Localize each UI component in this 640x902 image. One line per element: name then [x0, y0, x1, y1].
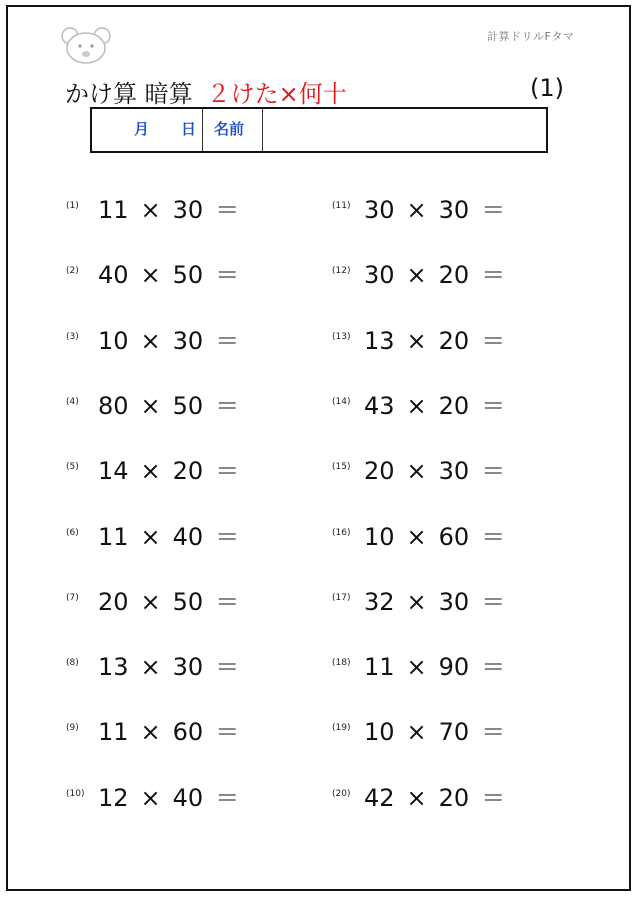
equals-sign: ＝ [481, 261, 506, 290]
equals-sign: ＝ [481, 196, 506, 224]
operand-b: 30 [438, 587, 470, 616]
equals-sign: ＝ [215, 587, 240, 616]
bear-logo-icon [60, 26, 112, 66]
operand-b: 20 [438, 261, 470, 290]
equals-sign: ＝ [481, 783, 506, 812]
equals-sign: ＝ [481, 457, 506, 486]
problem-expression [364, 255, 505, 290]
equals-sign: ＝ [481, 326, 506, 355]
operand-a: 13 [364, 326, 395, 355]
problem-number: (18) [332, 658, 351, 669]
times-sign: × [140, 196, 161, 224]
times-sign: × [406, 783, 427, 812]
problem-expression [98, 386, 239, 421]
problem-number: (20) [332, 788, 351, 799]
equals-sign: ＝ [215, 653, 240, 682]
problem-expression [98, 255, 239, 290]
operand-a: 11 [364, 653, 395, 682]
problem-expression [98, 582, 239, 617]
operand-b: 20 [438, 783, 470, 812]
problem-number: (12) [332, 266, 351, 277]
operand-a: 12 [98, 783, 129, 812]
operand-a: 11 [98, 718, 129, 747]
name-date-box [90, 107, 548, 153]
equals-sign: ＝ [215, 326, 240, 355]
problem-number: (6) [66, 527, 79, 538]
operand-a: 20 [98, 587, 129, 616]
operand-a: 10 [364, 522, 395, 551]
problem-expression [364, 582, 505, 617]
operand-b: 20 [172, 457, 204, 486]
problem-number: (3) [66, 331, 79, 342]
equals-sign: ＝ [215, 783, 240, 812]
problem-number: (9) [66, 723, 79, 734]
equals-sign: ＝ [215, 718, 240, 747]
times-sign: × [140, 522, 161, 551]
operand-b: 30 [172, 196, 204, 224]
problem-number: (11) [332, 201, 351, 211]
operand-b: 40 [172, 783, 204, 812]
times-sign: × [140, 261, 161, 290]
times-sign: × [140, 653, 161, 682]
name-divider [262, 109, 263, 151]
equals-sign: ＝ [481, 653, 506, 682]
operand-b: 20 [438, 391, 470, 420]
problem-number: (2) [66, 266, 79, 277]
times-sign: × [140, 457, 161, 486]
title-sub: ２けた×何十 [206, 80, 347, 108]
problem-number: (1) [66, 201, 79, 211]
problem-expression [98, 321, 239, 356]
operand-a: 32 [364, 587, 395, 616]
problem-expression [98, 517, 239, 552]
equals-sign: ＝ [481, 718, 506, 747]
problem-expression [98, 778, 239, 813]
name-label: 名前 [214, 120, 245, 138]
times-sign: × [140, 391, 161, 420]
operand-b: 20 [438, 326, 470, 355]
brand-name: 計算ドリルFタマ [487, 30, 575, 43]
operand-b: 90 [438, 653, 470, 682]
problem-number: (8) [66, 658, 79, 669]
operand-b: 30 [172, 653, 204, 682]
problem-number: (5) [66, 462, 79, 473]
operand-b: 50 [172, 391, 204, 420]
problem-expression [98, 647, 239, 682]
problem-expression [364, 321, 505, 356]
operand-a: 11 [98, 196, 129, 224]
problem-number: (15) [332, 462, 351, 473]
problem-number: (13) [332, 331, 351, 342]
times-sign: × [406, 391, 427, 420]
month-label: 月 [134, 120, 150, 138]
times-sign: × [406, 522, 427, 551]
operand-a: 80 [98, 391, 129, 420]
equals-sign: ＝ [481, 587, 506, 616]
operand-b: 60 [438, 522, 470, 551]
operand-b: 60 [172, 718, 204, 747]
equals-sign: ＝ [481, 391, 506, 420]
problem-expression [364, 647, 505, 682]
problem-expression [364, 517, 505, 552]
operand-b: 30 [438, 457, 470, 486]
equals-sign: ＝ [215, 457, 240, 486]
operand-a: 42 [364, 783, 395, 812]
problem-expression [98, 451, 239, 486]
problem-expression [364, 190, 505, 225]
operand-a: 10 [98, 326, 129, 355]
problem-number: (14) [332, 396, 351, 407]
operand-a: 40 [98, 261, 129, 290]
times-sign: × [406, 718, 427, 747]
equals-sign: ＝ [215, 391, 240, 420]
operand-a: 30 [364, 261, 395, 290]
operand-a: 30 [364, 196, 395, 224]
problem-expression [98, 712, 239, 747]
problem-number: (10) [66, 788, 85, 799]
problem-number: (17) [332, 592, 351, 603]
equals-sign: ＝ [215, 261, 240, 290]
times-sign: × [406, 587, 427, 616]
problem-number: (7) [66, 592, 79, 603]
times-sign: × [140, 783, 161, 812]
times-sign: × [406, 653, 427, 682]
problem-number: (4) [66, 396, 79, 407]
operand-b: 30 [172, 326, 204, 355]
operand-a: 20 [364, 457, 395, 486]
problem-expression [364, 712, 505, 747]
operand-b: 40 [172, 522, 204, 551]
day-label: 日 [181, 120, 197, 138]
equals-sign: ＝ [215, 522, 240, 551]
title-main: かけ算 暗算 [65, 80, 193, 108]
times-sign: × [406, 261, 427, 290]
operand-a: 10 [364, 718, 395, 747]
times-sign: × [406, 326, 427, 355]
page-title [65, 74, 347, 109]
equals-sign: ＝ [215, 196, 240, 224]
operand-b: 30 [438, 196, 470, 224]
times-sign: × [406, 196, 427, 224]
sheet-number: (1) [530, 74, 564, 102]
operand-a: 14 [98, 457, 129, 486]
operand-a: 11 [98, 522, 129, 551]
date-divider [202, 109, 203, 151]
problem-number: (19) [332, 723, 351, 734]
problem-number: (16) [332, 527, 351, 538]
times-sign: × [140, 326, 161, 355]
times-sign: × [406, 457, 427, 486]
operand-a: 13 [98, 653, 129, 682]
operand-a: 43 [364, 391, 395, 420]
operand-b: 50 [172, 587, 204, 616]
times-sign: × [140, 718, 161, 747]
problem-expression [98, 190, 239, 225]
times-sign: × [140, 587, 161, 616]
problem-expression [364, 451, 505, 486]
problem-expression [364, 386, 505, 421]
operand-b: 70 [438, 718, 470, 747]
equals-sign: ＝ [481, 522, 506, 551]
problem-expression [364, 778, 505, 813]
operand-b: 50 [172, 261, 204, 290]
